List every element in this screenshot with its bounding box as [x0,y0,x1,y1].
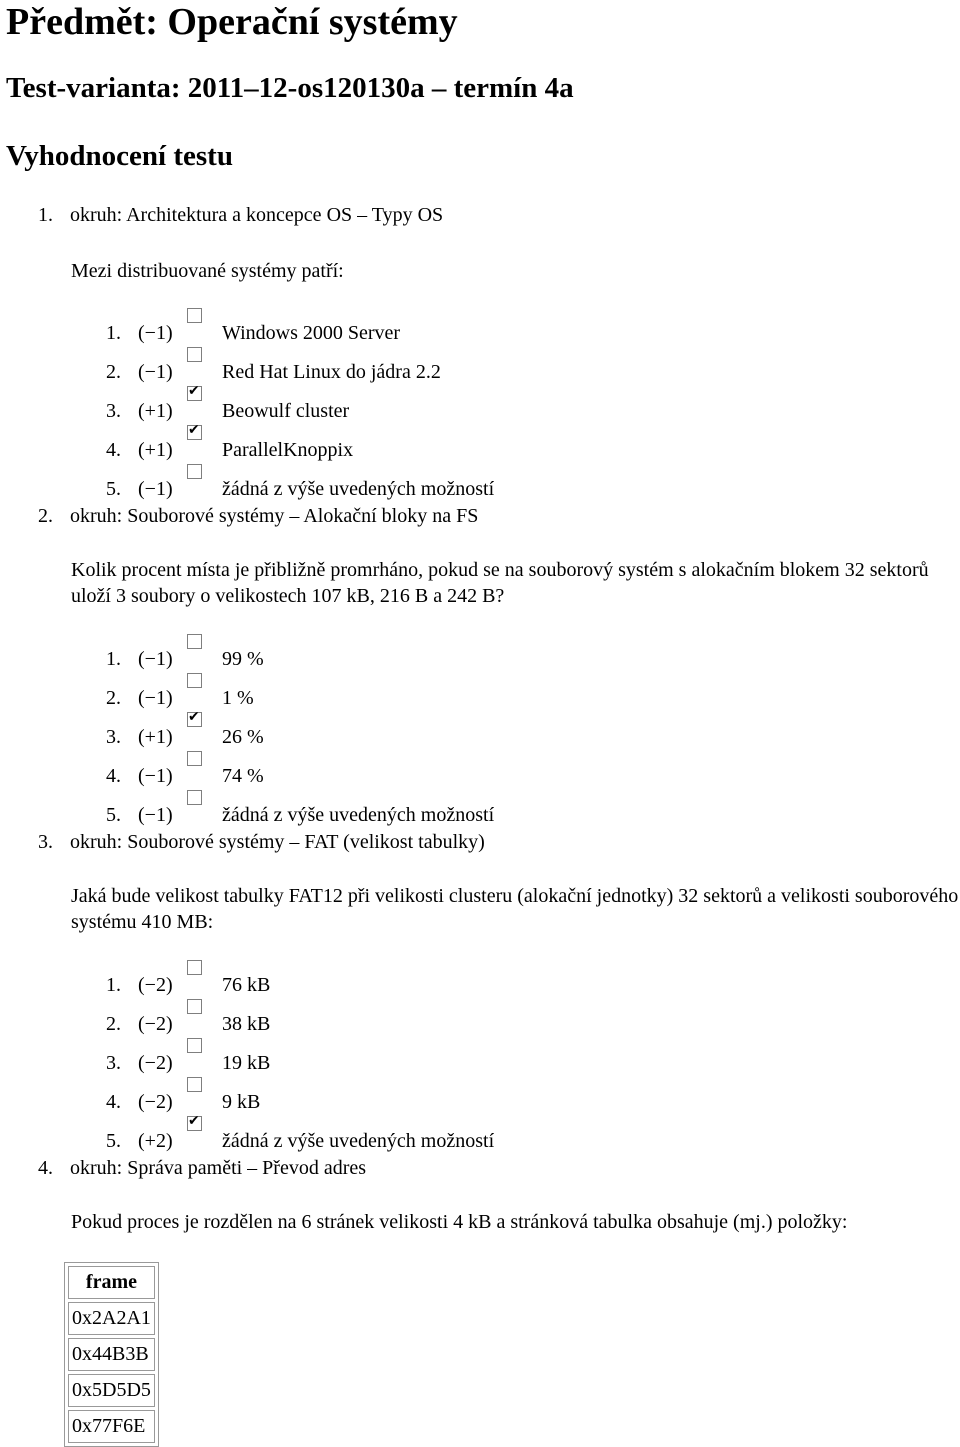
frame-table [64,1262,159,1447]
table-row [68,1410,155,1443]
topic-2-heading [38,505,478,528]
topic-label: okruh: Souborové systémy – FAT (velikost tabulky) [70,831,485,853]
checkbox-icon[interactable] [187,347,202,362]
topic-label: okruh: Souborové systémy – Alokační bloky na FS [70,505,479,527]
option-text: žádná z výše uvedených možností [222,478,495,500]
checked-checkbox-icon[interactable] [187,386,202,401]
option-score: (+1) [138,400,173,422]
option-score: (−2) [138,1052,173,1074]
option-text: 19 kB [222,1052,271,1074]
checkbox-icon[interactable] [187,464,202,479]
option-text: 74 % [222,765,264,787]
checkbox-icon[interactable] [187,751,202,766]
option-text: 38 kB [222,1013,271,1035]
topic-4-heading [38,1157,366,1180]
topic-3-question: Jaká bude velikost tabulky FAT12 při velikosti clusteru (alokační jednotky) 32 sektorů a velikosti souborového systému 410 MB: [71,885,959,933]
option-number: 2. [106,361,121,383]
option-score: (−2) [138,1091,173,1113]
option-score: (+2) [138,1130,173,1152]
frame-cell: 0x44B3B [68,1338,155,1371]
checkbox-icon[interactable] [187,634,202,649]
topic-label: okruh: Správa paměti – Převod adres [70,1157,367,1179]
topic-1-question: Mezi distribuované systémy patří: [71,260,344,282]
frame-cell: 0x77F6E [68,1410,155,1443]
test-variant-heading: Test-varianta: 2011–12-os120130a – termín 4a [6,72,574,104]
topic-number: 1. [38,204,53,226]
option-number: 4. [106,1091,121,1113]
option-text: Red Hat Linux do jádra 2.2 [222,361,441,383]
option-number: 2. [106,1013,121,1035]
option-number: 3. [106,1052,121,1074]
topic-number: 4. [38,1157,53,1179]
option-text: Windows 2000 Server [222,322,401,344]
option-text: žádná z výše uvedených možností [222,1130,495,1152]
topic-4-question: Pokud proces je rozdělen na 6 stránek velikosti 4 kB a stránková tabulka obsahuje (mj.) položky: [71,1211,848,1233]
option-score: (−1) [138,687,173,709]
option-score: (−1) [138,478,173,500]
option-number: 5. [106,478,121,500]
option-number: 5. [106,1130,121,1152]
frame-cell: 0x5D5D5 [68,1374,155,1407]
option-number: 4. [106,765,121,787]
option-number: 1. [106,648,121,670]
option-number: 2. [106,687,121,709]
option-text: 76 kB [222,974,271,996]
checkbox-icon[interactable] [187,1038,202,1053]
table-header-row [68,1266,155,1299]
option-number: 5. [106,804,121,826]
option-number: 1. [106,322,121,344]
option-number: 1. [106,974,121,996]
checkbox-icon[interactable] [187,999,202,1014]
checkbox-icon[interactable] [187,790,202,805]
option-score: (−1) [138,765,173,787]
topic-number: 3. [38,831,53,853]
checkbox-icon[interactable] [187,960,202,975]
option-score: (−1) [138,648,173,670]
topic-2-question: Kolik procent místa je přibližně promrháno, pokud se na souborový systém s alokačním blokem 32 sektorů uloží 3 soubory o velikostech 107 kB, 216 B a 242 B? [71,559,929,607]
checked-checkbox-icon[interactable] [187,712,202,727]
table-row [68,1302,155,1335]
checkbox-icon[interactable] [187,673,202,688]
table-row [68,1338,155,1371]
option-score: (−1) [138,361,173,383]
option-text: 99 % [222,648,264,670]
option-score: (−2) [138,1013,173,1035]
option-text: ParallelKnoppix [222,439,354,461]
option-text: 1 % [222,687,254,709]
option-text: žádná z výše uvedených možností [222,804,495,826]
topic-1-heading [38,204,443,227]
frame-column-header: frame [68,1266,155,1299]
option-number: 3. [106,726,121,748]
checked-checkbox-icon[interactable] [187,425,202,440]
option-score: (−2) [138,974,173,996]
table-row [68,1374,155,1407]
evaluation-heading: Vyhodnocení testu [6,140,233,172]
topic-number: 2. [38,505,53,527]
checkbox-icon[interactable] [187,308,202,323]
option-score: (−1) [138,804,173,826]
checkbox-icon[interactable] [187,1077,202,1092]
checked-checkbox-icon[interactable] [187,1116,202,1131]
option-text: 26 % [222,726,264,748]
page-title: Předmět: Operační systémy [6,1,458,43]
topic-label: okruh: Architektura a koncepce OS – Typy OS [70,204,444,226]
option-score: (+1) [138,439,173,461]
option-score: (−1) [138,322,173,344]
option-number: 4. [106,439,121,461]
option-score: (+1) [138,726,173,748]
topic-3-heading [38,831,485,854]
option-number: 3. [106,400,121,422]
option-text: 9 kB [222,1091,261,1113]
option-text: Beowulf cluster [222,400,350,422]
frame-cell: 0x2A2A1 [68,1302,155,1335]
